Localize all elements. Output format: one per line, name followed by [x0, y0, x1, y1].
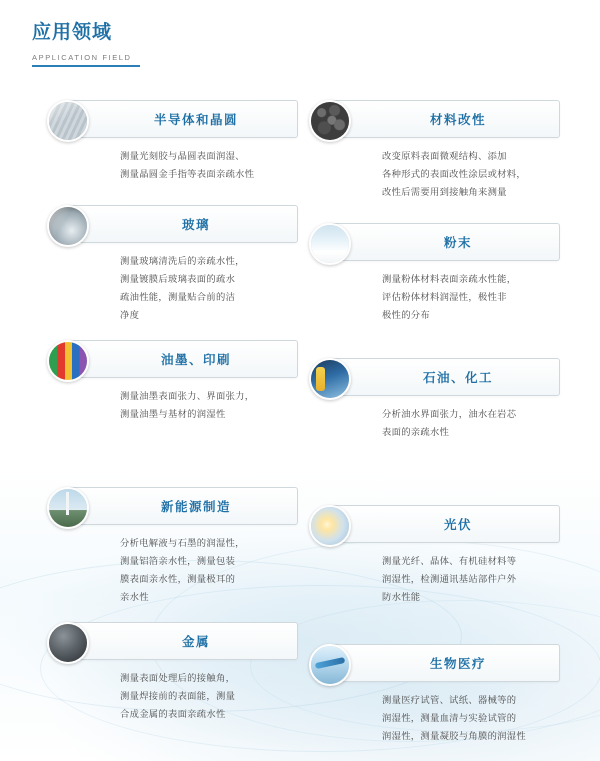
card-text-line: 净度 — [120, 310, 140, 320]
card-text-line: 分析油水界面张力，油水在岩芯 — [382, 409, 517, 419]
card-text-line: 润湿性，测量血清与实验试管的 — [382, 713, 517, 723]
right-column — [330, 100, 560, 759]
card-body — [68, 243, 298, 324]
card-title: 金属 — [181, 635, 210, 649]
card-text-line: 评估粉体材料润湿性，极性非 — [382, 292, 507, 302]
page-subtitle: APPLICATION FIELD — [32, 53, 132, 62]
card-powder — [330, 223, 560, 324]
card-header[interactable] — [68, 205, 298, 243]
card-text-line: 测量光纤、晶体、有机硅材料等 — [382, 556, 517, 566]
card-body — [68, 378, 298, 423]
petroleum-chemical-icon — [309, 358, 351, 400]
card-text-line: 测量粉体材料表面亲疏水性能， — [382, 274, 517, 284]
ink-printing-icon — [47, 340, 89, 382]
page-title: 应用领域 — [32, 22, 113, 43]
semiconductor-wafer-icon — [47, 100, 89, 142]
card-body — [330, 543, 560, 606]
material-modification-icon — [309, 100, 351, 142]
card-text-line: 防水性能 — [382, 592, 421, 602]
new-energy-icon — [47, 487, 89, 529]
card-text-line: 测量镀膜后玻璃表面的疏水 — [120, 274, 236, 284]
metal-icon — [47, 622, 89, 664]
photovoltaic-icon — [309, 505, 351, 547]
card-header[interactable] — [330, 358, 560, 396]
card-text-line: 改性后需要用到接触角来测量 — [382, 187, 507, 197]
card-title: 生物医疗 — [429, 657, 486, 671]
card-text-line: 改变原料表面微观结构、添加 — [382, 151, 507, 161]
card-header[interactable] — [68, 340, 298, 378]
card-header[interactable] — [68, 100, 298, 138]
card-title: 材料改性 — [429, 113, 486, 127]
card-text-line: 测量铝箔亲水性，测量包装 — [120, 556, 236, 566]
card-text-line: 测量油墨与基材的润湿性 — [120, 409, 226, 419]
card-ink-printing — [68, 340, 298, 423]
card-biomedical — [330, 644, 560, 745]
card-header[interactable] — [68, 622, 298, 660]
card-title: 油墨、印刷 — [160, 353, 231, 367]
card-new-energy — [68, 487, 298, 606]
card-title: 玻璃 — [181, 218, 210, 232]
card-header[interactable] — [68, 487, 298, 525]
glass-icon — [47, 205, 89, 247]
card-petroleum-chemical — [330, 358, 560, 441]
card-glass — [68, 205, 298, 324]
card-text-line: 润湿性，检测通讯基站部件户外 — [382, 574, 517, 584]
biomedical-icon — [309, 644, 351, 686]
card-text-line: 测量焊接前的表面能，测量 — [120, 691, 236, 701]
card-title: 光伏 — [443, 518, 472, 532]
card-text-line: 极性的分布 — [382, 310, 430, 320]
card-header[interactable] — [330, 100, 560, 138]
card-text-line: 润湿性，测量凝胶与角膜的润湿性 — [382, 731, 526, 741]
card-material-modification — [330, 100, 560, 201]
card-text-line: 表面的亲疏水性 — [382, 427, 450, 437]
card-title: 粉末 — [443, 236, 472, 250]
card-body — [330, 138, 560, 201]
card-text-line: 测量玻璃清洗后的亲疏水性， — [120, 256, 245, 266]
card-header[interactable] — [330, 644, 560, 682]
page-header — [32, 20, 332, 62]
card-text-line: 各种形式的表面改性涂层或材料， — [382, 169, 526, 179]
card-body — [330, 682, 560, 745]
card-title: 半导体和晶圆 — [153, 113, 238, 127]
card-text-line: 疏油性能，测量贴合前的洁 — [120, 292, 236, 302]
card-header[interactable] — [330, 223, 560, 261]
card-semiconductor — [68, 100, 298, 183]
card-text-line: 测量光刻胶与晶圆表面润湿、 — [120, 151, 245, 161]
card-text-line: 测量医疗试管、试纸、器械等的 — [382, 695, 517, 705]
left-column — [68, 100, 298, 737]
powder-icon — [309, 223, 351, 265]
card-text-line: 膜表面亲水性，测量极耳的 — [120, 574, 236, 584]
card-metal — [68, 622, 298, 723]
card-text-line: 测量晶圆金手指等表面亲疏水性 — [120, 169, 255, 179]
card-title: 新能源制造 — [160, 500, 231, 514]
card-body — [68, 138, 298, 183]
card-text-line: 合成金属的表面亲疏水性 — [120, 709, 226, 719]
card-header[interactable] — [330, 505, 560, 543]
card-body — [330, 261, 560, 324]
card-title: 石油、化工 — [422, 371, 493, 385]
card-text-line: 分析电解液与石墨的润湿性， — [120, 538, 245, 548]
card-body — [68, 525, 298, 606]
card-text-line: 测量油墨表面张力、界面张力， — [120, 391, 255, 401]
title-underline — [32, 65, 140, 67]
card-body — [68, 660, 298, 723]
card-text-line: 亲水性 — [120, 592, 149, 602]
card-photovoltaic — [330, 505, 560, 606]
card-body — [330, 396, 560, 441]
card-text-line: 测量表面处理后的接触角， — [120, 673, 236, 683]
